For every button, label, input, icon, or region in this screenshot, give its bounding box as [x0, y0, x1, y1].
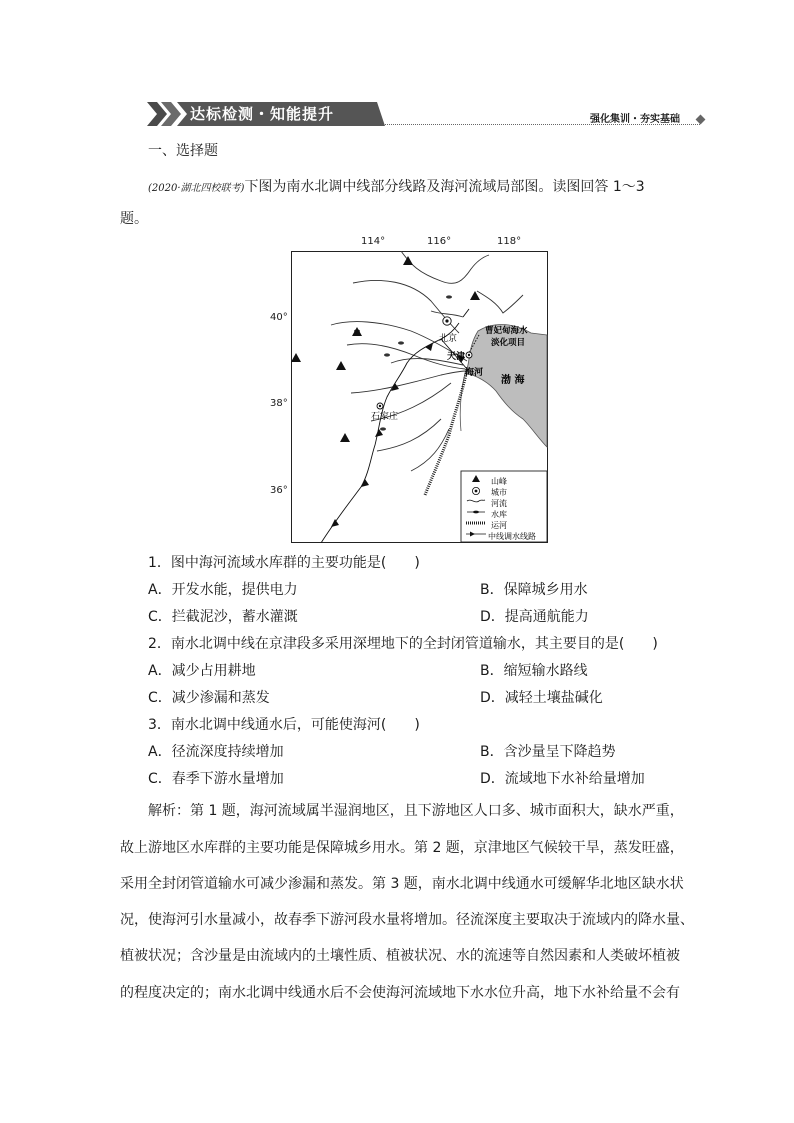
question-1-stem: 1．图中海河流域水库群的主要功能是( ) — [148, 555, 420, 571]
svg-text:水库: 水库 — [491, 510, 507, 519]
haihe-label: 海河 — [465, 368, 484, 378]
question-3-option-c: C．春季下游水量增加 — [148, 771, 284, 787]
header-right-text: 强化集训・夯实基础 — [590, 114, 680, 125]
intro-source: (2020·湖北四校联考) — [148, 183, 245, 194]
project-label-1: 曹妃甸海水 — [485, 326, 528, 336]
question-1-option-a: A．开发水能，提供电力 — [148, 582, 298, 598]
shijiazhuang-label: 石家庄 — [371, 412, 399, 422]
svg-text:城市: 城市 — [491, 488, 507, 497]
analysis-line-1: 解析：第 1 题，海河流域属半湿润地区，且下游地区人口多、城市面积大，缺水严重， — [148, 803, 684, 819]
svg-text:中线调水线路: 中线调水线路 — [488, 532, 536, 541]
svg-text:运河: 运河 — [491, 521, 507, 530]
question-2-option-c: C．减少渗漏和蒸发 — [148, 690, 270, 706]
question-3-option-a: A．径流深度持续增加 — [148, 744, 284, 760]
lon-label-118: 118° — [497, 236, 522, 247]
question-3-option-b: B．含沙量呈下降趋势 — [480, 744, 616, 760]
analysis-line-6: 的程度决定的；南水北调中线通水后不会使海河流域地下水水位升高，地下水补给量不会有 — [120, 985, 680, 1001]
lat-label-38: 38° — [270, 398, 288, 409]
lon-label-114: 114° — [361, 236, 386, 247]
lat-label-40: 40° — [270, 312, 288, 323]
analysis-line-2: 故上游地区水库群的主要功能是保障城乡用水。第 2 题，京津地区气候较干旱，蒸发旺盛， — [120, 840, 684, 856]
question-2-option-b: B．缩短输水路线 — [480, 663, 588, 679]
question-3-option-d: D．流域地下水补给量增加 — [480, 771, 645, 787]
intro-line-1 — [148, 176, 645, 196]
question-2-stem: 2．南水北调中线在京津段多采用深埋地下的全封闭管道输水，其主要目的是( ) — [148, 636, 658, 652]
question-1-option-c: C．拦截泥沙，蓄水灌溉 — [148, 609, 298, 625]
project-label-2: 淡化项目 — [491, 338, 526, 348]
question-1-option-d: D．提高通航能力 — [480, 609, 589, 625]
question-3-stem: 3．南水北调中线通水后，可能使海河( ) — [148, 717, 420, 733]
beijing-label: 北京 — [439, 334, 458, 344]
intro-text: 下图为南水北调中线部分线路及海河流域局部图。读图回答 1～3 — [244, 179, 645, 195]
bohai-label: 渤 海 — [501, 375, 525, 386]
question-2-option-d: D．减轻土壤盐碱化 — [480, 690, 603, 706]
section-title: 一、选择题 — [148, 143, 218, 159]
analysis-line-5: 植被状况；含沙量是由流域内的土壤性质、植被状况、水的流速等自然因素和人类破坏植被 — [120, 948, 680, 964]
diamond-icon — [696, 115, 706, 125]
question-2-option-a: A．减少占用耕地 — [148, 663, 256, 679]
svg-text:河流: 河流 — [491, 499, 507, 508]
analysis-line-3: 采用全封闭管道输水可减少渗漏和蒸发。第 3 题，南水北调中线通水可缓解华北地区缺水状 — [120, 876, 684, 892]
lon-label-116: 116° — [427, 236, 452, 247]
question-1-option-b: B．保障城乡用水 — [480, 582, 588, 598]
intro-line-2: 题。 — [120, 211, 148, 227]
tianjin-label: 天津 — [447, 352, 466, 362]
header-banner-title: 达标检测・知能提升 — [190, 105, 335, 123]
haihe-basin-map — [291, 251, 548, 543]
analysis-line-4: 况，使海河引水量减小，故春季下游河段水量将增加。径流深度主要取决于流域内的降水量、 — [120, 912, 694, 928]
lat-label-36: 36° — [270, 485, 288, 496]
svg-text:山峰: 山峰 — [491, 477, 507, 486]
